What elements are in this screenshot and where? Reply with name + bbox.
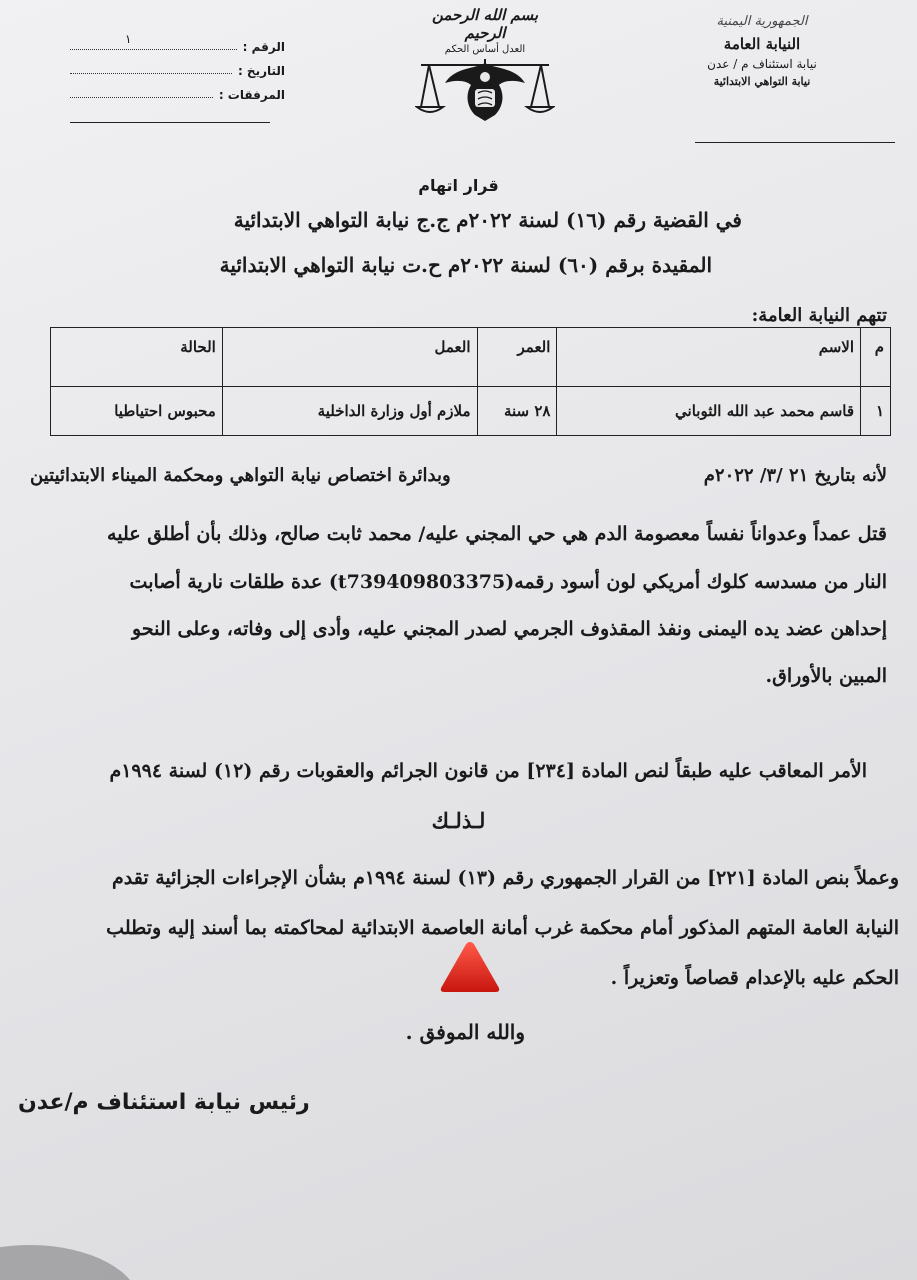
eagle-scales-emblem-icon <box>415 55 555 127</box>
charges-line: المبين بالأوراق. <box>765 665 887 687</box>
date-row <box>70 54 285 78</box>
primary-office: نيابة التواهي الابتدائية <box>713 75 811 88</box>
attachments-dots <box>70 97 213 98</box>
cell-name: قاسم محمد عبد الله الثوباني <box>557 387 861 436</box>
charges-paragraph <box>30 513 887 695</box>
charges-line: النار من مسدسه كلوك أمريكي لون أسود رقمه(t739409803375) عدة طلقات نارية أصابت <box>129 571 887 593</box>
penal-article-line: الأمر المعاقب عليه طبقاً لنص المادة [٢٣٤] من قانون الجرائم والعقوبات رقم (١٢) لسنة ١٩٩٤م <box>109 760 867 782</box>
date-label: التاريخ : <box>237 64 285 78</box>
decision-line: وعملاً بنص المادة [٢٢١] من القرار الجمهوري رقم (١٣) لسنة ١٩٩٤م بشأن الإجراءات الجزائية تقدم <box>111 867 899 889</box>
header-divider-right <box>695 142 895 143</box>
closing-phrase: والله الموفق . <box>405 1020 525 1044</box>
col-header-age: العمر <box>477 328 557 387</box>
charges-line: إحداهن عضد يده اليمنى ونفذ المقذوف الجرمي لصدر المجني عليه، وأدى إلى وفاته، وعلى النحو <box>132 618 887 640</box>
date-jurisdiction-line <box>30 465 887 486</box>
basmala: بسم الله الرحمن الرحيم <box>431 6 539 42</box>
cell-age: ٢٨ سنة <box>477 387 557 436</box>
ref-label: الرقم : <box>242 40 285 54</box>
reference-block <box>70 30 285 102</box>
defendant-table <box>50 327 891 436</box>
ref-dots <box>70 32 237 50</box>
cell-status: محبوس احتياطيا <box>51 387 223 436</box>
country-name: الجمهورية اليمنية <box>716 14 808 29</box>
motto: العدل أساس الحكم <box>444 44 526 55</box>
table-header-row <box>51 328 891 387</box>
attachments-label: المرفقات : <box>218 88 285 102</box>
col-header-no: م <box>861 328 891 387</box>
document-title: قرار اتهام <box>418 176 499 195</box>
ref-number-row <box>70 30 285 54</box>
issuer-header <box>657 14 867 88</box>
cell-no: ١ <box>861 387 891 436</box>
cell-occupation: ملازم أول وزارة الداخلية <box>222 387 477 436</box>
corner-shadow <box>0 1245 140 1280</box>
emblem-block <box>415 6 555 131</box>
col-header-status: الحالة <box>51 328 223 387</box>
accuses-heading: تتهم النيابة العامة: <box>751 305 887 326</box>
therefore-heading: لـذلـك <box>431 808 486 833</box>
ref-value: ١ <box>125 32 132 46</box>
col-header-occupation: العمل <box>222 328 477 387</box>
header-divider-left <box>70 122 270 123</box>
date-dots <box>70 73 232 74</box>
col-header-name: الاسم <box>557 328 861 387</box>
attachments-row <box>70 78 285 102</box>
appeal-office: نيابة استئناف م / عدن <box>707 57 817 71</box>
jurisdiction: وبدائرة اختصاص نيابة التواهي ومحكمة الميناء الابتدائيتين <box>30 465 451 486</box>
decision-line: النيابة العامة المتهم المذكور أمام محكمة غرب أمانة العاصمة الابتدائية لمحاكمته بما أسند إليه وتطلب <box>106 917 899 939</box>
charges-line: قتل عمداً وعدواناً نفساً معصومة الدم هي حي المجني عليه/ محمد ثابت صالح، وذلك بأن أطلق عليه <box>107 523 887 545</box>
table-row <box>51 387 891 436</box>
warning-triangle-icon <box>438 939 502 995</box>
signature-title: رئيس نيابة استئناف م/عدن <box>18 1090 310 1115</box>
decision-line: الحكم عليه بالإعدام قصاصاً وتعزيراً . <box>610 967 899 989</box>
registration-line: المقيدة برقم (٦٠) لسنة ٢٠٢٢م ح.ت نيابة التواهي الابتدائية <box>219 253 712 277</box>
authority-name: النيابة العامة <box>723 35 801 53</box>
incident-date: لأنه بتاريخ ٢١ /٣/ ٢٠٢٢م <box>703 465 887 486</box>
case-number-line: في القضية رقم (١٦) لسنة ٢٠٢٢م ج.ج نيابة التواهي الابتدائية <box>233 208 742 232</box>
